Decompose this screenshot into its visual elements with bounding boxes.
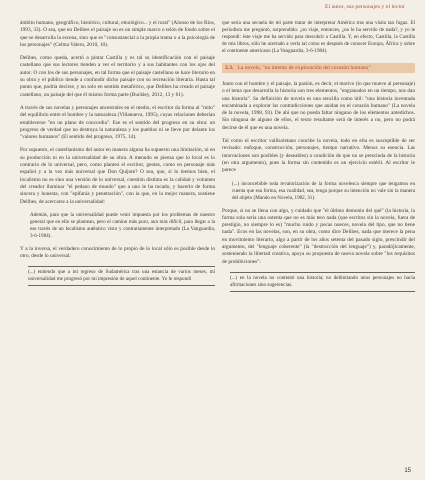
block-quote-continued: que sería una secuela de mi parte tratar de interpretar América tras una visita tan fugaz. El periodista me preguntó, sorprendido: ¿su viaje, entonces, ¿no le ha servido de nada?, y yo le respondí: éste viaje me ha servido para descubrir a Castilla. Y, en efecto, Castilla, la Castilla de mis libros, sólo he acertado a verla tal como es después de conocer Europa, África y sobre el continente americano (La Vanguardia, 3-6-1984). xyxy=(222,20,415,54)
paragraph: Por supuesto, el castellanismo del autor en manera alguna ha supuesto una limitación, ni en su producción ni en la universalidad de su obra. A menudo se piensa que lo local es lo contrario de lo universal, pero, como planteó el escritor, gentes, como en personaje más español y a la vez más universal que Don Quijote? O sea, que, si lo leemos bien, el localismo no es sino una versión de lo universal, cuestión distinta es la calidad y volumen del creador iluminar "el pedazo de mundo" que a uno le ha tocado, y hacerlo de forma sincera y honesta, con "epifanía y penetración", con la que, en la mejor manera, sostiene Delibes, de acercarse a la universalidad: xyxy=(20,147,215,205)
section-title: La novela, "un intento de exploración del corazón humano" xyxy=(237,65,371,71)
block-quote: (...) inconcebible toda revalorización de la forma novelesca siempre que tengamos en cuenta que esa forma, esa cualidad, sea, tenga porque su intención no vale sin la manera del objeto (Mundo en Novela, 1982, 31). xyxy=(232,180,415,201)
paragraph: Delibes, como queda, acertó a pintar Castilla y es tal su identificación con el paisaje castellano que sus lectores tienden a ver el territorio y a sus habitantes con los ojos del autor. O con los de sus personajes, en tal forma que el paisaje castellano se hace literario en su obra y el público tiende a confundir dicho paisaje con su recreación literaria. Hasta tal punto que, podría decirse, y no solo en sentido metafórico, que Delibes ha creado el paisaje castellano, un paisaje del que él mismo forma parte (Buckley, 2012, 13 y 61). xyxy=(20,55,215,98)
left-column xyxy=(20,20,215,292)
paragraph: ámbito humano, geográfico, histórico, cultural, etnológico... y el rural" (Alonso de los Ríos, 1993, 33). O sea, que en Delibes el paisaje no es un simple marco o telón de fondo sobre el que se desarrolla la escena, sino que es "consustancial a la propia trama o a la psicología de los personajes" (Celma Valero, 2010, 10). xyxy=(20,20,215,48)
paragraph: Porque, si no se llena con algo, y cuidado que "el último demonio del qué" (la historia, la forma sola sería una ostenta que no es más tero nada (que escritos sin la novela, fuera de prestigio, no siempre lo es) "mucho ruido y pocas nueces, novela del tipo, que no tiene nada". Ecos en las novelas, son, en su obra, como dice Delibes, nada que merece la pena en movimiento literario, algo a partir de los años setenta del pasado siglo, prescindir del argumento, del "lenguaje coherente" (la "destrucción del lenguaje") y, paradójicamente, sosteniendo la libertad creativa, apoya su propuesta de nueva novela sobre "los requisitos de prohibiciones": xyxy=(222,207,415,265)
block-quote: (...) entiendo que a mi regreso de Sudamérica tras una estancia de varios meses, mi universalidad me progresó por mi impresión de aquel continente. Yo le respondí xyxy=(28,266,215,286)
block-quote: Además, para que la universalidad puede venir impuesta por los problemas de nuestro general que en ello se plantean, pero el camino más puro, aun más difícil, para llegar a la ese través de un localismo auténtico visto y contrariamente interpretado (La Vanguardia, 3-6-1984). xyxy=(30,211,215,239)
running-header: El autor, sus personajes y el lector xyxy=(325,4,405,10)
section-number: 2.3. xyxy=(225,65,234,71)
paragraph: Junto con el hombre y el paisaje, la pasión, es decir, el motivo (lo que mueve al personaje) o el tema que desarrolla la historia son tres elementos, "engranados en un tiempo, nos dan una historia". Su definición de novela es una sencilla como útil: "una historia inventada encaminada a explorar las contradicciones que anidan en el corazón humano" (La novela de la novela, 1998, 93). De ahí que no pueda faltar ninguno de los elementos antedichos. Sin ninguna de alguno de ellos, el texto resultante será de interés a no, pero no podrá decirse de él que es una novela. xyxy=(222,81,415,131)
page-number: 15 xyxy=(404,468,411,474)
paragraph: Y a la inversa, el verdadero conocimiento de lo propio de lo local sólo es posible desde lo otro, desde lo universal: xyxy=(20,245,215,260)
paragraph: A través de sus novelas y personajes ancestrales en el medio, el escritor da forma al "mito" del equilibrio entre el hombre y la naturaleza (Villanueva, 1995), cuyas relaciones deberían establecerse "en un plano de concordia". Ese es el sentido del progreso en su obra: un progreso de verdad que no destruya la naturaleza y los pueblos ni se lleve por delante los "valores humanos" (El sentido del progreso, 1975, 14). xyxy=(20,104,215,141)
section-heading xyxy=(222,63,415,73)
block-quote: (...) en la novela no contentó una historia; no delimitando unos personajes no hacía afirmaciones sino sugerencias. xyxy=(230,272,415,292)
paragraph: Tal como el escritor vallisoletano concibe la novela, todo en ella es susceptible de ser revisado: enfoque, construcción, personajes, tiempo narrativo. Menos su esencia. Las innovaciones son posibles (y deseables) a condición de que no se prescinda de la historia (en otra argumento), pues la forma sin contenido es un ejercicio estéril. Al escritor le parece xyxy=(222,138,415,174)
right-column xyxy=(222,20,415,298)
